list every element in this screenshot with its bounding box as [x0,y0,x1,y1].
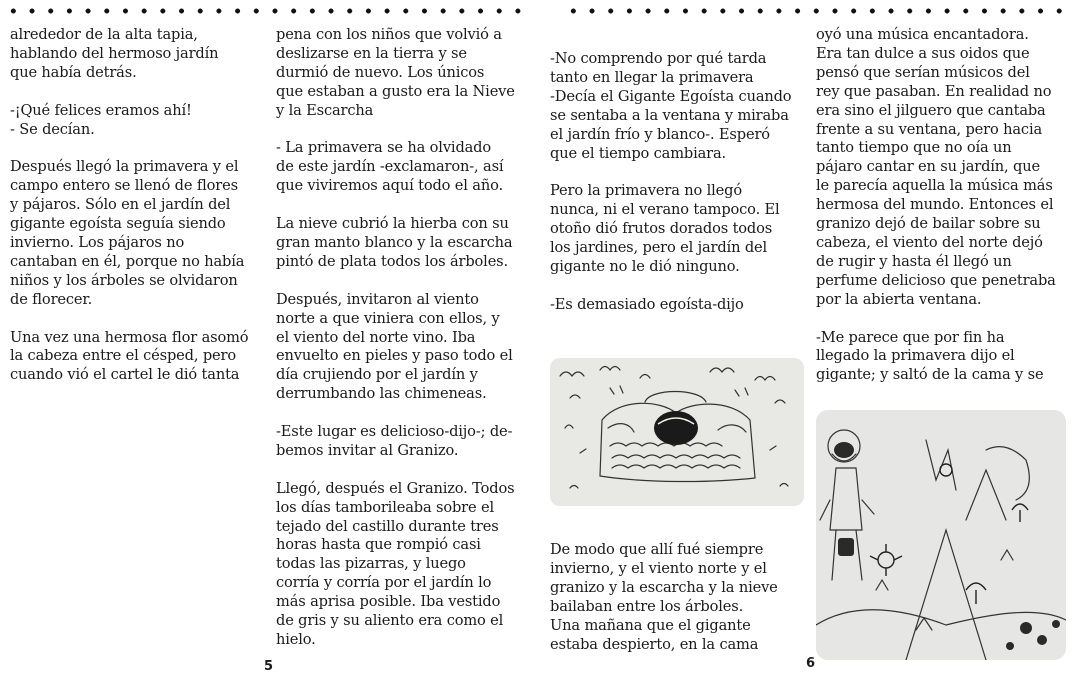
page-number-6: 6 [806,656,816,671]
sleeping-giant-illustration [550,358,804,506]
page5-column1-text: alrededor de la alta tapia, hablando del hermoso jardín que había detrás. -¡Qué felices eramos ahí! - Se decían. Después llegó la primavera y el campo entero se llenó de flores y pájaros. Sólo en el jardín del gigante egoísta seguía siendo invierno. Los pájaros no cantaban en él, porque no había niños y los árboles se olvidaron de florecer. Una vez una hermosa flor asomó la cabeza entre el césped, pero cuando vió el cartel le dió tanta [10,26,249,384]
page6-column2-text: oyó una música encantadora. Era tan dulce a sus oidos que pensó que serían músicos del rey que pasaban. En realidad no era sino el jilguero que cantaba frente a su ventana, pero hacia tanto tiempo que no oía un pájaro cantar en su jardín, que le parecía aquella la música más hermosa del mundo. Entonces el granizo dejó de bailar sobre su cabeza, el viento del norte dejó de rugir y hasta él llegó un perfume delicioso que penetraba por la abierta ventana. -Me parece que por fin ha llegado la primavera dijo el gigante; y saltó de la cama y se [816,26,1056,384]
spring-garden-illustration [816,410,1066,660]
page5-column2-text: pena con los niños que volvió a deslizarse en la tierra y se durmió de nuevo. Los únicos que estaban a gusto era la Nieve y la Escarcha - La primavera se ha olvidado de este jardín -exclamaron-, así que viviremos aquí todo el año. La nieve cubrió la hierba con su gran manto blanco y la escarcha pintó de plata todos los árboles. Después, invitaron al viento norte a que viniera con ellos, y el viento del norte vino. Iba envuelto en pieles y paso todo el día crujiendo por el jardín y derrumbando las chimeneas. -Este lugar es delicioso-dijo-; de- bemos invitar al Granizo. Llegó, después el Granizo. Todos los días tamborileaba sobre el tejado del castillo durante tres horas hasta que rompió casi todas las pizarras, y luego corría y corría por el jardín lo más aprisa posible. Iba vestido de gris y su aliento era como el hielo. [276,26,515,648]
page6-column1-bottom-text: De modo que allí fué siempre invierno, y el viento norte y el granizo y la escarcha y la nieve bailaban entre los árboles. Una mañana que el gigante estaba despierto, en la cama [550,541,778,653]
giant-in-bed-icon [550,358,804,506]
page6-column1-top-text: -No comprendo por qué tarda tanto en llegar la primavera -Decía el Gigante Egoísta cuando se sentaba a la ventana y miraba el jardín frío y blanco-. Esperó que el tiempo cambiara. Pero la primavera no llegó nunca, ni el verano tampoco. El otoño dió frutos dorados todos los jardines, pero el jardín del gigante no le dió ninguno. -Es demasiado egoísta-dijo [550,50,792,313]
top-dot-border-right [564,6,1074,16]
giant-in-garden-icon [816,410,1066,660]
page-number-5: 5 [264,659,274,674]
top-dot-border-left [4,6,532,16]
